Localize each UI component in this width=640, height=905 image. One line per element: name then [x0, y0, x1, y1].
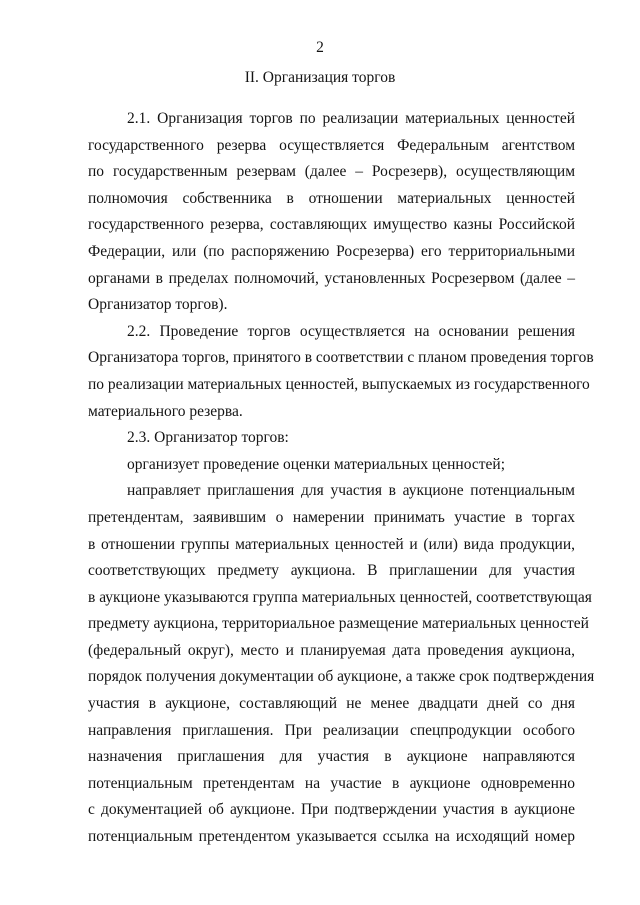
text-line: соответствующих предмету аукциона. В приглашении для участия: [88, 562, 575, 580]
text-line: претендентам, заявившим о намерении принимать участие в торгах: [88, 508, 575, 526]
paragraph-invitations: [88, 478, 595, 850]
text-line: Федерации, или (по распоряжению Росрезерва) его территориальными: [88, 242, 575, 260]
text-line: полномочия собственника в отношении материальных ценностей: [88, 189, 575, 207]
text-line: потенциальным претендентам на участие в аукционе одновременно: [88, 774, 575, 792]
text-line: материального резерва.: [88, 402, 243, 420]
text-line: 2.3. Организатор торгов:: [127, 429, 289, 447]
text-line: (федеральный округ), место и планируемая дата проведения аукциона,: [88, 641, 575, 659]
text-line: 2.1. Организация торгов по реализации материальных ценностей: [127, 110, 575, 127]
text-line: предмету аукциона, территориальное размещение материальных ценностей: [88, 615, 589, 633]
paragraph-evaluation: [88, 452, 575, 479]
text-line: государственного резерва осуществляется Федеральным агентством: [88, 136, 575, 154]
text-line: направления приглашения. При реализации спецпродукции особого: [88, 721, 575, 739]
paragraph-2-1: [88, 106, 575, 319]
text-line: назначения приглашения для участия в аукционе направляются: [88, 748, 575, 766]
text-line: государственного резерва, составляющих имущество казны Российской: [88, 216, 575, 234]
text-line: Организатора торгов, принятого в соответствии с планом проведения торгов: [88, 349, 594, 367]
text-line: направляет приглашения для участия в аукционе потенциальным: [127, 482, 575, 500]
section-title: II. Организация торгов: [244, 69, 396, 86]
text-line: в аукционе указываются группа материальных ценностей, соответствующая: [88, 588, 592, 606]
text-line: в отношении группы материальных ценностей и (или) вида продукции,: [88, 535, 575, 553]
text-line: участия в аукционе, составляющий не менее двадцати дней со дня: [88, 695, 575, 713]
text-line: порядок получения документации об аукционе, а также срок подтверждения: [88, 668, 595, 686]
text-line: по государственным резервам (далее – Росрезерв), осуществляющим: [88, 163, 575, 181]
text-line: органами в пределах полномочий, установленных Росрезервом (далее –: [88, 269, 575, 287]
paragraph-2-2: [88, 319, 594, 425]
text-line: Организатор торгов).: [88, 296, 228, 314]
text-line: 2.2. Проведение торгов осуществляется на основании решения: [127, 322, 575, 340]
paragraph-2-3: [88, 425, 575, 452]
text-line: по реализации материальных ценностей, выпускаемых из государственного: [88, 375, 590, 393]
text-line: организует проведение оценки материальных ценностей;: [127, 455, 505, 473]
body-text: [88, 106, 595, 851]
text-line: потенциальным претендентом указывается ссылка на исходящий номер: [88, 828, 575, 846]
page-number: 2: [316, 39, 324, 56]
text-line: с документацией об аукционе. При подтверждении участия в аукционе: [88, 801, 575, 819]
